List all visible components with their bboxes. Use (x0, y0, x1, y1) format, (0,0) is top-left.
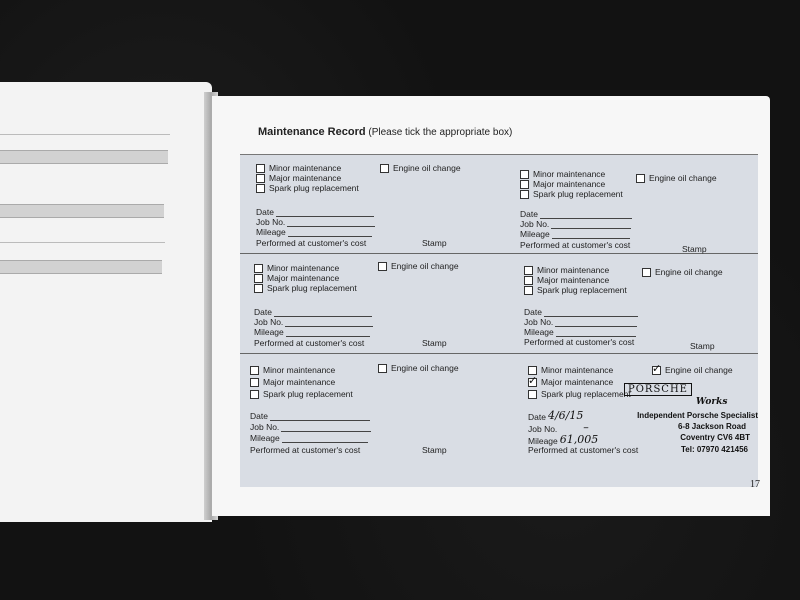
job-field[interactable] (256, 217, 375, 227)
field-line (270, 412, 370, 421)
minor-option[interactable] (520, 169, 605, 179)
dealer-address: Coventry CV6 4BT (680, 433, 750, 442)
date-field[interactable] (256, 207, 374, 217)
checkbox[interactable] (256, 184, 265, 193)
major-option[interactable] (254, 273, 339, 283)
spark-option[interactable] (256, 183, 359, 193)
field-label: Mileage (250, 433, 280, 443)
page-number: 17 (750, 479, 760, 490)
option-label: Minor maintenance (267, 263, 340, 273)
checkbox-checked[interactable] (528, 378, 537, 387)
record-entry-filled (528, 365, 758, 475)
record-entry (524, 265, 774, 361)
option-label: Major maintenance (541, 377, 614, 387)
oil-option[interactable] (652, 365, 733, 375)
option-label: Spark plug replacement (541, 389, 631, 399)
option-label: Engine oil change (393, 163, 461, 173)
page-title (258, 126, 512, 138)
left-page (0, 82, 212, 522)
spark-option[interactable] (524, 285, 627, 295)
option-label: Engine oil change (655, 267, 723, 277)
option-label: Engine oil change (391, 261, 459, 271)
date-field[interactable] (254, 307, 372, 317)
field-label: Performed at customer's cost (524, 337, 635, 347)
option-label: Engine oil change (391, 363, 459, 373)
major-option[interactable] (250, 377, 335, 387)
oil-option[interactable] (378, 261, 459, 271)
field-line (276, 208, 374, 217)
cost-field (254, 338, 364, 348)
field-line (552, 230, 630, 239)
stamp-label: Stamp (682, 244, 707, 254)
porsche-logo: PORSCHE (624, 383, 692, 396)
option-label: Major maintenance (533, 179, 606, 189)
record-entry (256, 161, 506, 257)
stamp-label: Stamp (422, 445, 447, 455)
field-label: Performed at customer's cost (520, 240, 631, 250)
option-label: Spark plug replacement (533, 189, 623, 199)
mileage-field[interactable] (250, 433, 368, 443)
field-line (555, 318, 637, 327)
field-label: Date (250, 411, 268, 421)
checkbox[interactable] (524, 276, 533, 285)
oil-option[interactable] (636, 173, 717, 183)
field-label: Date (524, 307, 542, 317)
spark-option[interactable] (528, 389, 631, 399)
option-label: Spark plug replacement (269, 183, 359, 193)
option-label: Major maintenance (267, 273, 340, 283)
field-label: Mileage (256, 227, 286, 237)
field-line (281, 423, 371, 432)
field-label: Mileage (520, 229, 550, 239)
spark-option[interactable] (250, 389, 353, 399)
checkbox[interactable] (256, 174, 265, 183)
field-line (540, 210, 632, 219)
option-label: Engine oil change (665, 365, 733, 375)
option-label: Engine oil change (649, 173, 717, 183)
field-label: Mileage (524, 327, 554, 337)
field-label: Job No. (520, 219, 550, 229)
left-rule (0, 242, 165, 243)
option-label: Spark plug replacement (267, 283, 357, 293)
stamp-label: Stamp (422, 338, 447, 348)
field-line (544, 308, 638, 317)
date-field[interactable] (250, 411, 370, 421)
option-label: Minor maintenance (541, 365, 614, 375)
job-value: – (583, 421, 589, 434)
checkbox[interactable] (520, 190, 529, 199)
job-field[interactable] (520, 219, 631, 229)
field-label: Job No. (528, 424, 558, 434)
cost-field (528, 445, 638, 455)
checkbox[interactable] (520, 170, 529, 179)
right-page (212, 96, 770, 516)
field-label: Performed at customer's cost (254, 338, 365, 348)
major-option[interactable] (524, 275, 609, 285)
minor-option[interactable] (528, 365, 613, 375)
spark-option[interactable] (254, 283, 357, 293)
field-line (285, 318, 373, 327)
checkbox[interactable] (636, 174, 645, 183)
cost-field (524, 337, 634, 347)
field-label: Date (254, 307, 272, 317)
spark-option[interactable] (520, 189, 623, 199)
field-line (288, 228, 372, 237)
checkbox[interactable] (378, 262, 387, 271)
field-label: Job No. (250, 422, 280, 432)
works-logo: Works (696, 397, 728, 407)
cost-field (520, 240, 630, 250)
field-line (274, 308, 372, 317)
major-option[interactable] (528, 377, 613, 387)
checkbox[interactable] (520, 180, 529, 189)
dealer-address: 6-8 Jackson Road (677, 422, 746, 431)
minor-option[interactable] (254, 263, 339, 273)
dealer-tel: Tel: 07970 421456 (680, 445, 748, 454)
field-line (551, 220, 631, 229)
option-label: Spark plug replacement (263, 389, 353, 399)
major-option[interactable] (520, 179, 605, 189)
field-label: Date (256, 207, 274, 217)
stamp-label: Stamp (422, 238, 447, 248)
left-band (0, 260, 162, 274)
cost-field (256, 238, 366, 248)
mileage-value: 61,005 (559, 433, 599, 446)
field-label: Performed at customer's cost (250, 445, 361, 455)
left-band (0, 204, 164, 218)
checkbox-checked[interactable] (652, 366, 661, 375)
job-field[interactable] (254, 317, 373, 327)
mileage-field[interactable] (254, 327, 370, 337)
checkbox[interactable] (378, 364, 387, 373)
checkbox[interactable] (250, 378, 259, 387)
checkbox[interactable] (250, 390, 259, 399)
oil-option[interactable] (642, 267, 723, 277)
field-label: Job No. (524, 317, 554, 327)
mileage-field[interactable] (520, 229, 630, 239)
cost-field (250, 445, 360, 455)
field-line (287, 218, 375, 227)
mileage-field[interactable] (524, 327, 636, 337)
checkbox[interactable] (254, 284, 263, 293)
stamp-label: Stamp (690, 341, 715, 351)
checkbox[interactable] (256, 164, 265, 173)
minor-option[interactable] (524, 265, 609, 275)
dealer-name: Independent Porsche Specialist (637, 411, 758, 420)
field-line (286, 328, 370, 337)
record-panel (240, 154, 758, 487)
date-field[interactable] (520, 209, 632, 219)
left-band (0, 150, 168, 164)
checkbox[interactable] (528, 390, 537, 399)
field-label: Mileage (254, 327, 284, 337)
job-field[interactable] (524, 317, 637, 327)
checkbox[interactable] (380, 164, 389, 173)
checkbox[interactable] (524, 286, 533, 295)
record-entry (250, 363, 500, 459)
option-label: Major maintenance (269, 173, 342, 183)
field-line (282, 434, 368, 443)
option-label: Minor maintenance (269, 163, 342, 173)
checkbox[interactable] (524, 266, 533, 275)
field-label: Date (520, 209, 538, 219)
title-text: Maintenance Record (258, 126, 366, 138)
subtitle-text: (Please tick the appropriate box) (368, 127, 513, 138)
job-field[interactable] (250, 422, 371, 432)
option-label: Major maintenance (263, 377, 336, 387)
option-label: Minor maintenance (263, 365, 336, 375)
checkbox[interactable] (254, 264, 263, 273)
minor-option[interactable] (250, 365, 335, 375)
field-label: Job No. (254, 317, 284, 327)
mileage-field[interactable] (256, 227, 372, 237)
field-line (556, 328, 636, 337)
checkbox[interactable] (250, 366, 259, 375)
field-label: Performed at customer's cost (528, 445, 639, 455)
checkbox[interactable] (642, 268, 651, 277)
date-field[interactable] (524, 307, 638, 317)
option-label: Minor maintenance (537, 265, 610, 275)
major-option[interactable] (256, 173, 341, 183)
date-value: 4/6/15 (547, 409, 584, 422)
field-label: Job No. (256, 217, 286, 227)
left-rule (0, 134, 170, 135)
oil-option[interactable] (380, 163, 461, 173)
record-entry (254, 261, 504, 357)
minor-option[interactable] (256, 163, 341, 173)
option-label: Major maintenance (537, 275, 610, 285)
checkbox[interactable] (254, 274, 263, 283)
field-label: Performed at customer's cost (256, 238, 367, 248)
option-label: Spark plug replacement (537, 285, 627, 295)
field-label: Date (528, 412, 546, 422)
record-entry (520, 169, 770, 265)
option-label: Minor maintenance (533, 169, 606, 179)
field-label: Mileage (528, 436, 558, 446)
oil-option[interactable] (378, 363, 459, 373)
